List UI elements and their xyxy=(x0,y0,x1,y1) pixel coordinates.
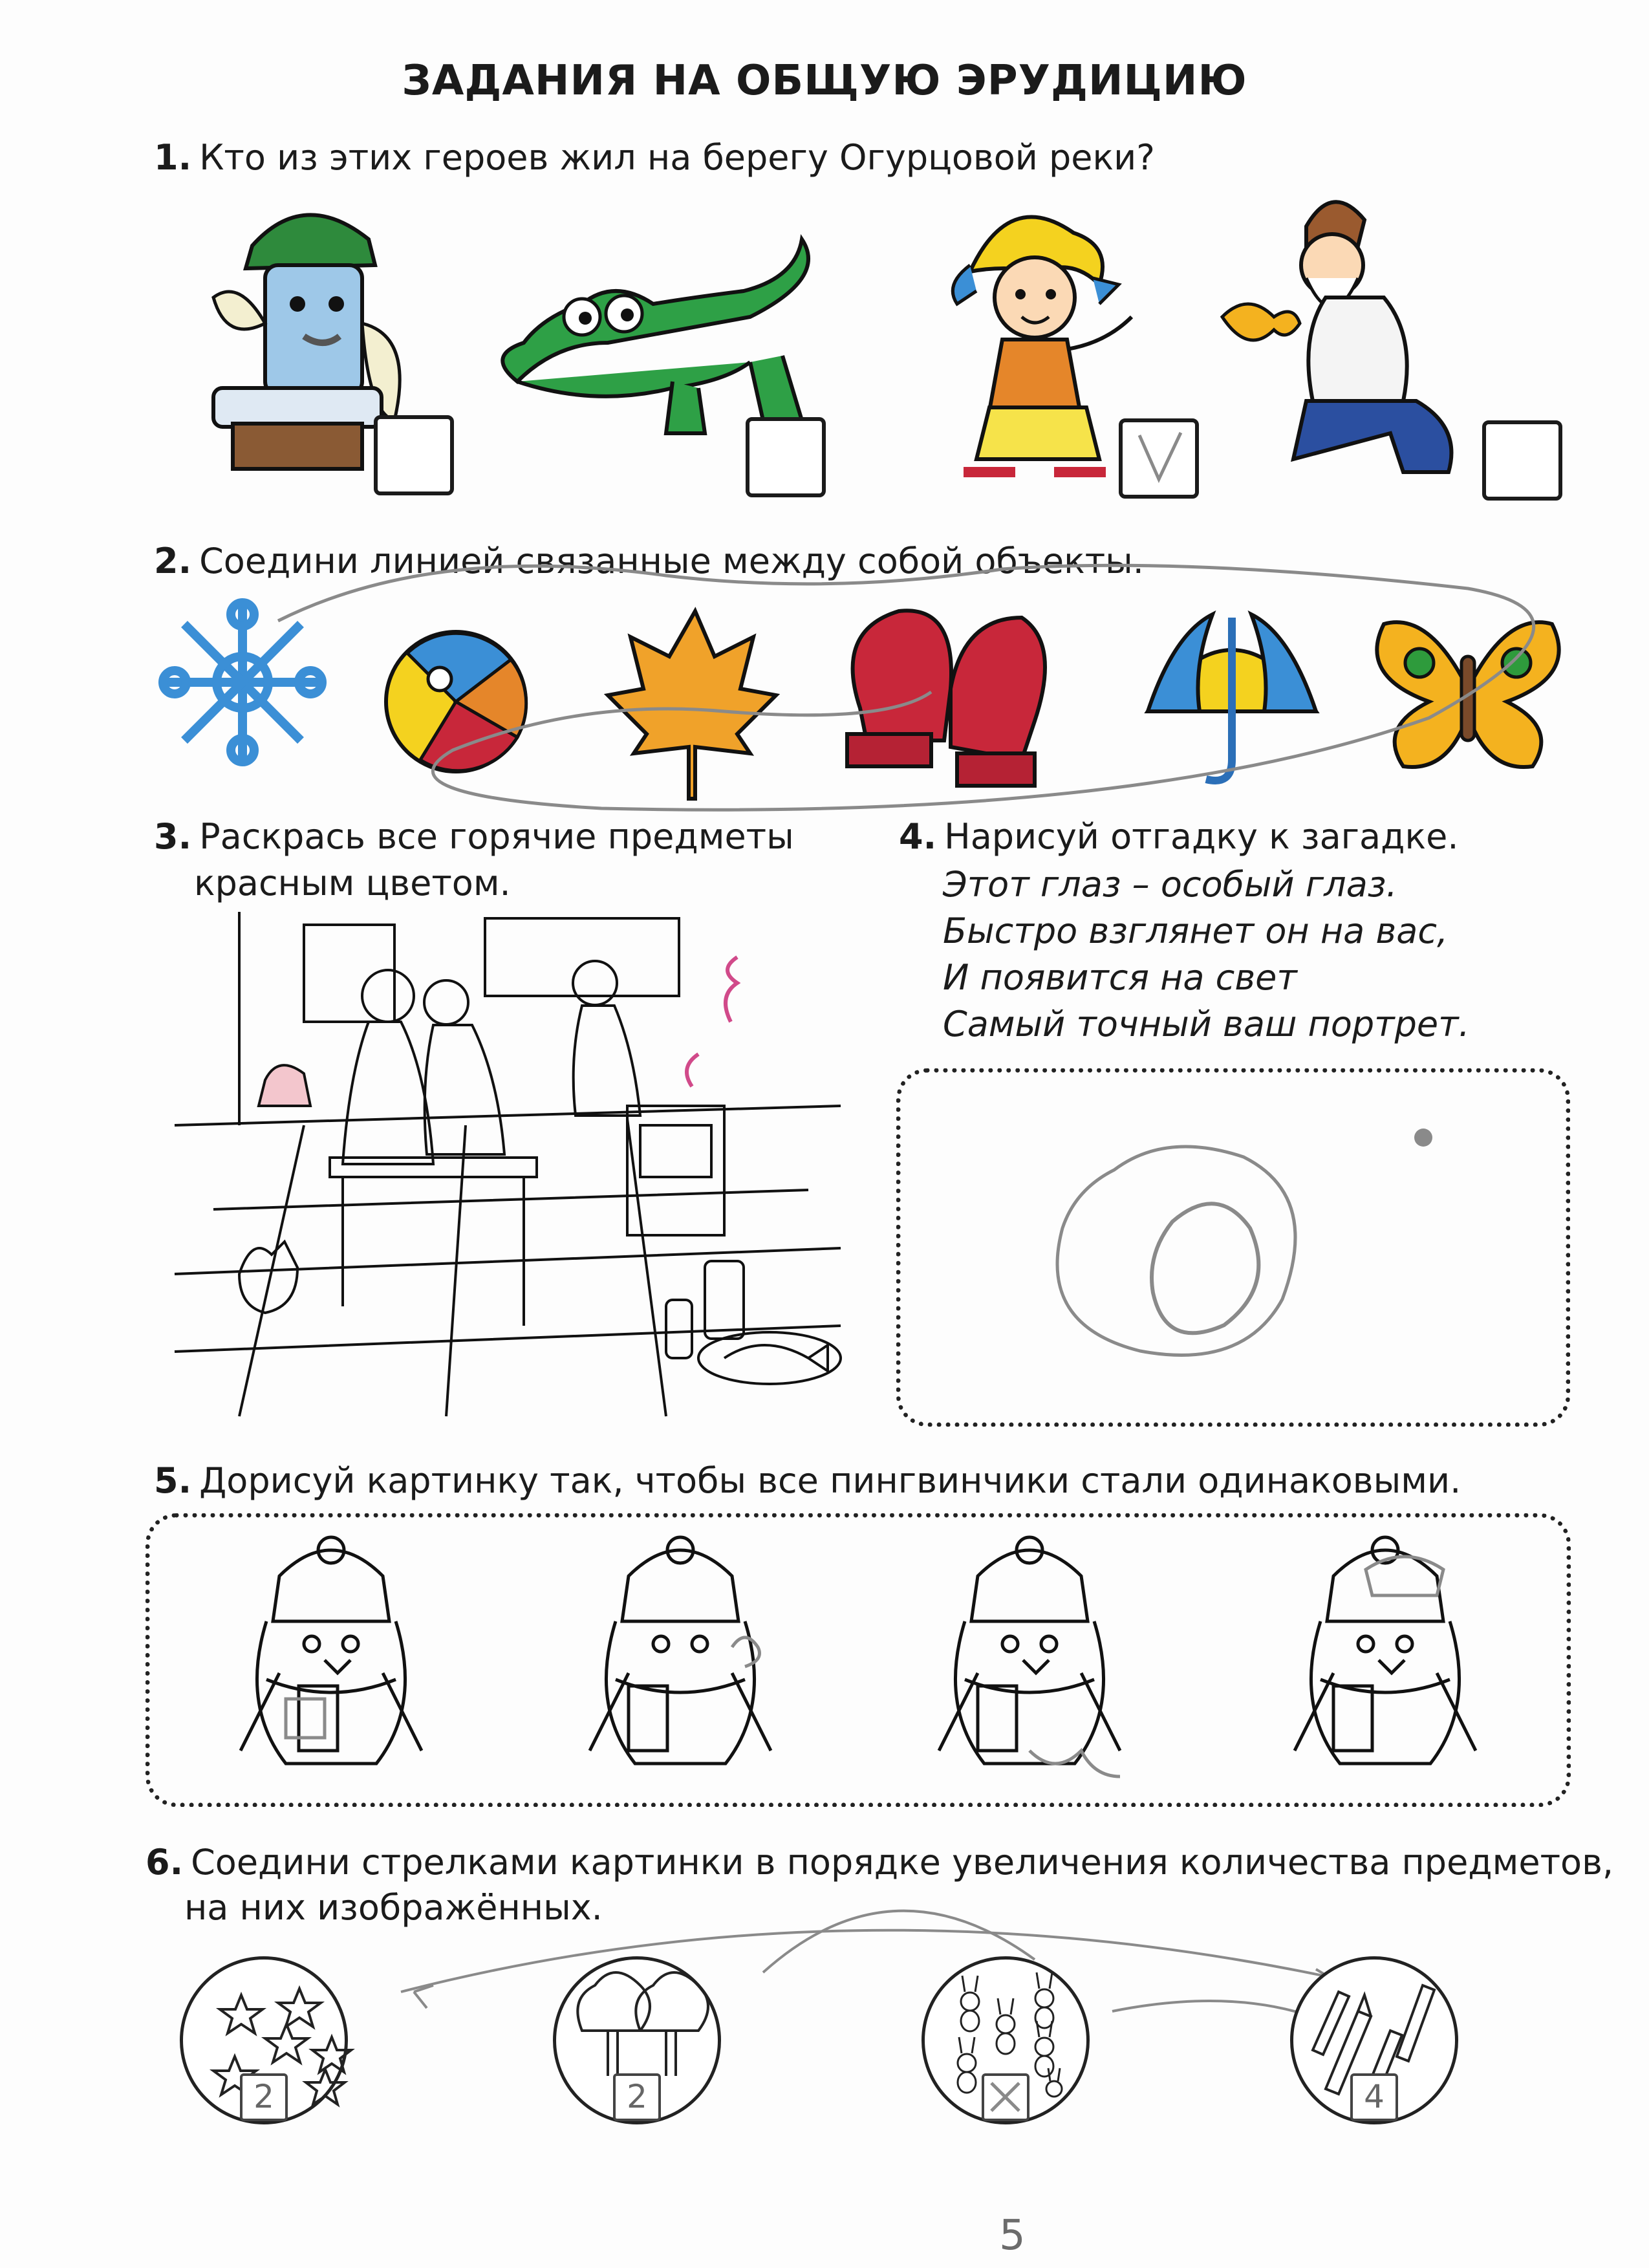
bunnies-circle xyxy=(921,1956,1090,2124)
task4-text: Нарисуй отгадку к загадке. xyxy=(944,816,1459,857)
task3-line2: красным цветом. xyxy=(194,863,511,903)
task1-text: Кто из этих героев жил на берегу Огурцовой реки? xyxy=(199,137,1155,178)
task3-number: 3. xyxy=(154,816,192,857)
riddle-line-3: И появится на свет xyxy=(943,957,1297,998)
trees-circle xyxy=(553,1956,721,2124)
pencils-circle xyxy=(1290,1956,1458,2124)
riddle-line-2: Быстро взглянет он на вас, xyxy=(943,911,1449,951)
task4-number: 4. xyxy=(899,816,937,857)
riddle-line-1: Этот глаз – особый глаз. xyxy=(943,864,1397,905)
task3-line1: Раскрась все горячие предметы xyxy=(199,816,794,857)
answer-box-trees[interactable]: 2 xyxy=(613,2073,661,2121)
answer-box-stars[interactable]: 2 xyxy=(240,2073,288,2121)
task2-number: 2. xyxy=(154,541,192,581)
riddle-line-4: Самый точный ваш портрет. xyxy=(943,1004,1470,1044)
task5-number: 5. xyxy=(154,1460,192,1501)
page-number: 5 xyxy=(999,2212,1026,2260)
crossed-out-mark-icon xyxy=(988,2080,1023,2115)
answer-box-pencils[interactable]: 4 xyxy=(1350,2073,1398,2121)
task6-line1: Соедини стрелками картинки в порядке увеличения количества предметов, xyxy=(191,1842,1614,1883)
task5-text: Дорисуй картинку так, чтобы все пингвинчики стали одинаковыми. xyxy=(199,1460,1461,1501)
page-title: ЗАДАНИЯ НА ОБЩУЮ ЭРУДИЦИЮ xyxy=(402,57,1247,105)
stars-circle xyxy=(180,1956,348,2124)
task6-line2: на них изображённых. xyxy=(184,1887,603,1928)
task1-number: 1. xyxy=(154,137,192,178)
answer-box-bunnies[interactable] xyxy=(982,2073,1029,2121)
task6-number: 6. xyxy=(146,1842,184,1883)
task2-text: Соедини линией связанные между собой объекты. xyxy=(199,541,1144,581)
